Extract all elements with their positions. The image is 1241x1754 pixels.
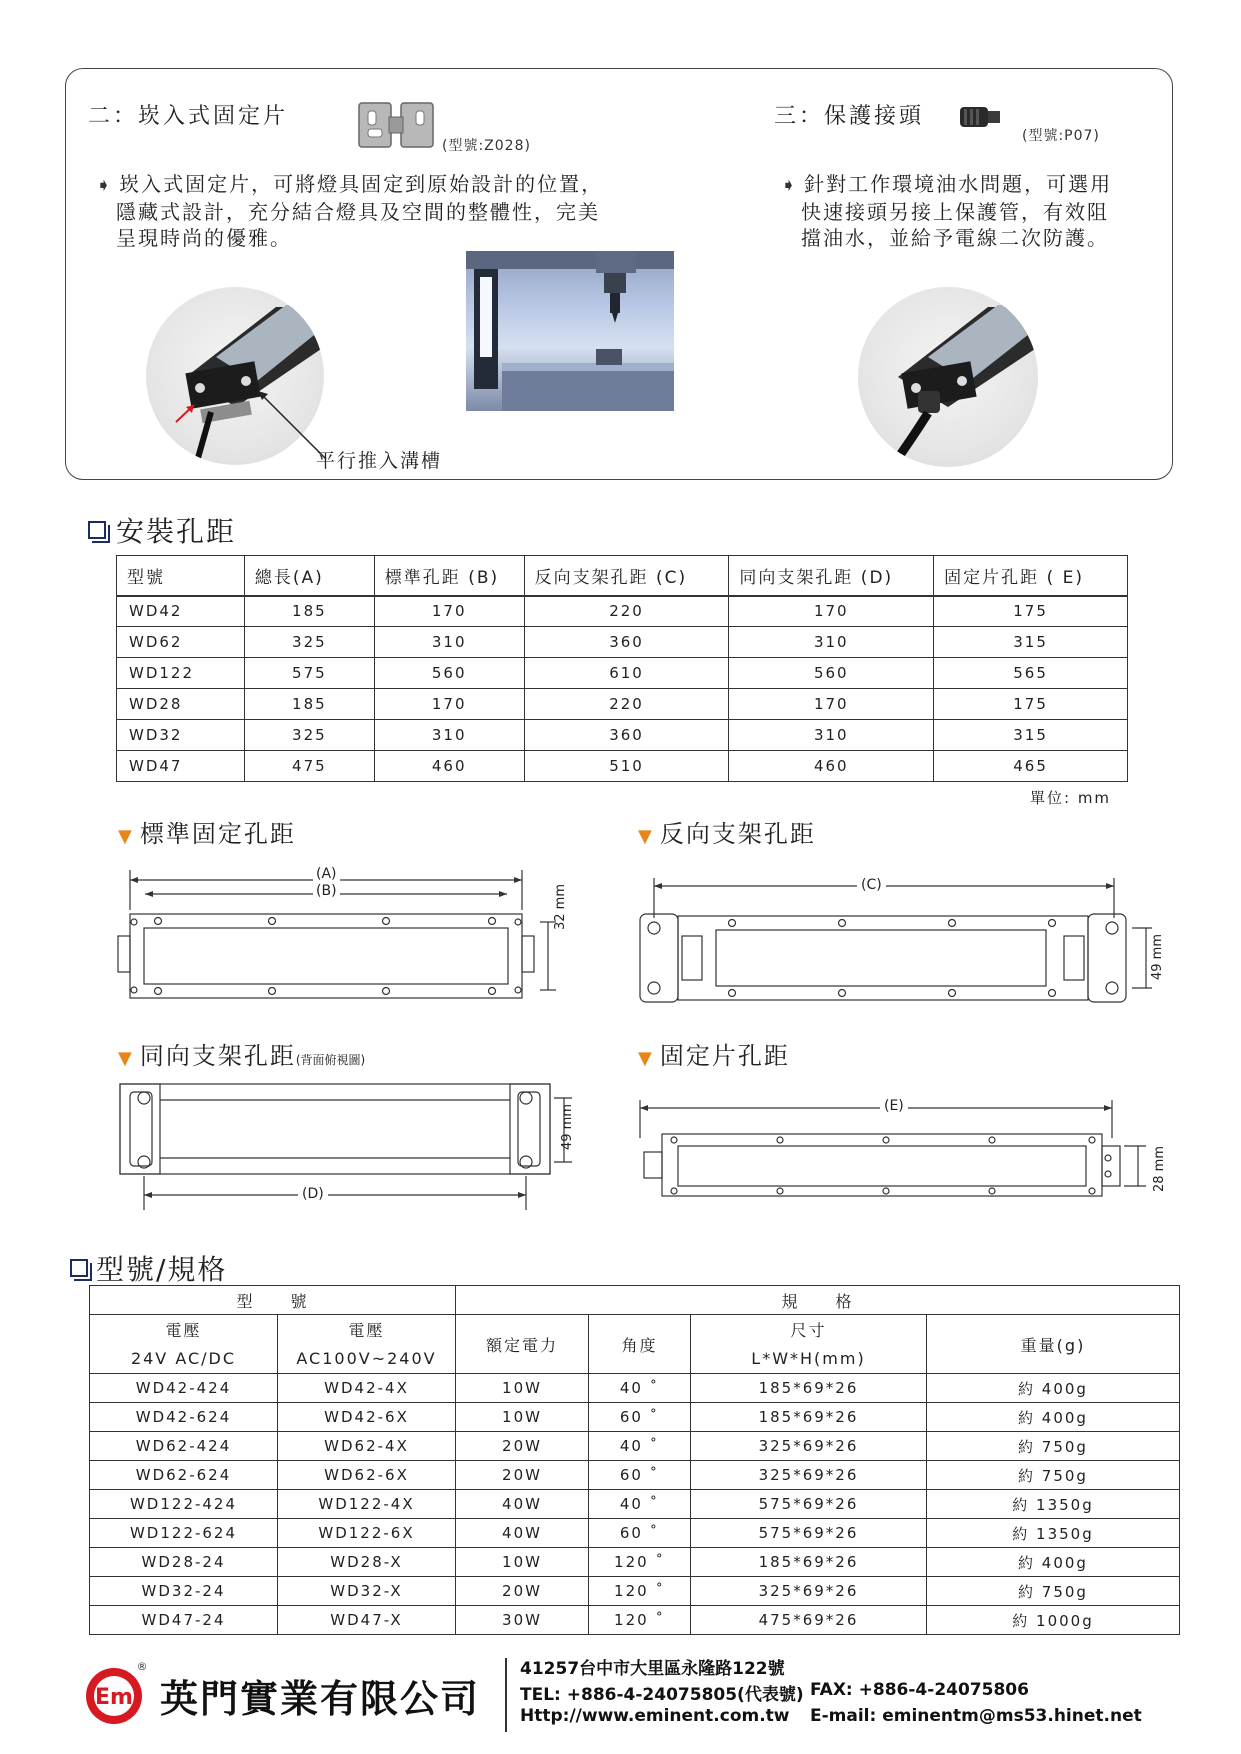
logo-text: Em: [95, 1685, 133, 1710]
install-section-title: [88, 510, 236, 550]
square-bullet-icon: [70, 1259, 88, 1277]
cell: 20W: [456, 1461, 589, 1490]
cell: 30W: [456, 1606, 589, 1635]
reverse-bracket-drawing: [632, 872, 1162, 1012]
cell: 575: [244, 658, 374, 689]
protective-connector-title: 三：保護接頭: [774, 104, 925, 129]
dim-49mm-same: 49 mm: [560, 1103, 575, 1150]
cell: 40 ˚: [589, 1374, 691, 1403]
same-side-diagram-title: [118, 1036, 365, 1071]
cell: WD62-6X: [278, 1461, 456, 1490]
footer-divider: [505, 1658, 507, 1732]
company-tel: TEL: +886-4-24075805(代表號): [520, 1685, 804, 1705]
table-row: [90, 1403, 1180, 1432]
cell: 560: [729, 658, 934, 689]
col-header: 同向支架孔距 (D): [729, 556, 934, 596]
cell: WD42-424: [90, 1374, 278, 1403]
unit-note: 單位: mm: [1030, 789, 1112, 807]
cell: 315: [934, 627, 1128, 658]
dim-49mm-reverse: 49 mm: [1150, 933, 1165, 980]
cell: 220: [524, 596, 729, 627]
connector-desc-line: 快速接頭另接上保護管，有效阻: [801, 200, 1109, 224]
connector-desc-line: 擋油水，並給予電線二次防護。: [801, 226, 1109, 250]
cell: 325*69*26: [691, 1577, 927, 1606]
cell: 460: [729, 751, 934, 782]
cell: WD122-424: [90, 1490, 278, 1519]
spec-title-text: 型號/規格: [96, 1253, 228, 1286]
cell: 185: [244, 689, 374, 720]
down-triangle-icon: ▼: [638, 826, 654, 847]
cell: 約 750g: [927, 1432, 1180, 1461]
cell: 120 ˚: [589, 1577, 691, 1606]
down-triangle-icon: ▼: [118, 826, 134, 847]
cell: 575*69*26: [691, 1490, 927, 1519]
same-title-text: 同向支架孔距: [139, 1042, 296, 1070]
cell: 510: [524, 751, 729, 782]
cell: 約 1000g: [927, 1606, 1180, 1635]
same-side-bracket-drawing: [110, 1080, 590, 1210]
cell: 60 ˚: [589, 1519, 691, 1548]
table-row: [90, 1432, 1180, 1461]
cell: WD42: [117, 596, 245, 627]
table-row: [117, 751, 1128, 782]
cnc-machine-photo: [466, 251, 674, 411]
bullet-arrow-icon: ➧: [781, 175, 799, 196]
cell: WD62-624: [90, 1461, 278, 1490]
cell: 40W: [456, 1519, 589, 1548]
clip-title-text: 固定片孔距: [659, 1042, 790, 1070]
cell: 60 ˚: [589, 1461, 691, 1490]
table-row: [90, 1461, 1180, 1490]
cell: WD122-6X: [278, 1519, 456, 1548]
cell: 325*69*26: [691, 1461, 927, 1490]
cell: WD122-4X: [278, 1490, 456, 1519]
standard-diagram-title: [118, 814, 296, 849]
table-row: [90, 1548, 1180, 1577]
col-size: 尺寸: [691, 1315, 927, 1345]
table-row: [117, 720, 1128, 751]
cell: 360: [524, 627, 729, 658]
col-power: 額定電力: [456, 1315, 589, 1374]
cell: 185*69*26: [691, 1374, 927, 1403]
cell: 460: [374, 751, 524, 782]
connector-closeup-photo: [858, 287, 1038, 467]
cell: 20W: [456, 1577, 589, 1606]
spec-group-header: 規 格: [456, 1286, 1180, 1315]
col-header: 反向支架孔距 (C): [524, 556, 729, 596]
col-header: 總長(A): [244, 556, 374, 596]
cell: 約 400g: [927, 1403, 1180, 1432]
cell: WD28: [117, 689, 245, 720]
standard-title-text: 標準固定孔距: [139, 820, 296, 848]
cell: 60 ˚: [589, 1403, 691, 1432]
cell: 575*69*26: [691, 1519, 927, 1548]
cell: 475: [244, 751, 374, 782]
bullet-arrow-icon: ➧: [96, 175, 114, 196]
col-size-sub: L*W*H(mm): [691, 1345, 927, 1374]
table-row: [117, 627, 1128, 658]
cell: WD62-424: [90, 1432, 278, 1461]
cell: 約 1350g: [927, 1519, 1180, 1548]
table-row: [90, 1519, 1180, 1548]
cell: 10W: [456, 1548, 589, 1577]
dim-label-e: (E): [880, 1098, 908, 1114]
cell: WD32-X: [278, 1577, 456, 1606]
dim-label-c: (C): [857, 877, 886, 893]
cell: 20W: [456, 1432, 589, 1461]
cell: 175: [934, 596, 1128, 627]
model-group-header: 型 號: [90, 1286, 456, 1315]
cell: WD28-24: [90, 1548, 278, 1577]
cell: 465: [934, 751, 1128, 782]
connector-product-icon: [958, 103, 1002, 131]
cell: 約 1350g: [927, 1490, 1180, 1519]
clip-product-icon: [356, 99, 436, 151]
cell: 170: [374, 596, 524, 627]
cell: 185: [244, 596, 374, 627]
col-weight: 重量(g): [927, 1315, 1180, 1374]
cell: WD47: [117, 751, 245, 782]
cell: 170: [729, 689, 934, 720]
cell: 315: [934, 720, 1128, 751]
cell: 約 400g: [927, 1374, 1180, 1403]
cell: WD47-X: [278, 1606, 456, 1635]
dim-label-d: (D): [298, 1186, 328, 1202]
col-angle: 角度: [589, 1315, 691, 1374]
clip-description: [96, 171, 603, 251]
cell: 310: [729, 627, 934, 658]
cell: 約 750g: [927, 1577, 1180, 1606]
cell: WD62: [117, 627, 245, 658]
company-logo-icon: [80, 1658, 150, 1728]
cell: 565: [934, 658, 1128, 689]
cell: WD42-4X: [278, 1374, 456, 1403]
company-email-link[interactable]: E-mail: eminentm@ms53.hinet.net: [810, 1706, 1142, 1726]
back-view-note: (背面俯視圖): [295, 1053, 366, 1067]
company-address: 41257台中市大里區永隆路122號: [520, 1659, 785, 1679]
company-fax: FAX: +886-4-24075806: [810, 1680, 1029, 1700]
col-voltage-24-sub: 24V AC/DC: [90, 1345, 278, 1374]
cell: WD122-624: [90, 1519, 278, 1548]
install-distance-table: [116, 555, 1128, 782]
install-title-text: 安裝孔距: [116, 515, 237, 548]
cell: 310: [729, 720, 934, 751]
cell: 360: [524, 720, 729, 751]
table-row: [117, 689, 1128, 720]
col-voltage-24: 電壓: [90, 1315, 278, 1345]
clip-desc-line: 隱藏式設計，充分結合燈具及空間的整體性，完美: [116, 200, 600, 224]
cell: 310: [374, 627, 524, 658]
dim-label-b: (B): [313, 883, 340, 899]
cell: WD62-4X: [278, 1432, 456, 1461]
cell: 185*69*26: [691, 1403, 927, 1432]
cell: 120 ˚: [589, 1548, 691, 1577]
cell: 475*69*26: [691, 1606, 927, 1635]
cell: WD32-24: [90, 1577, 278, 1606]
spec-section-title: [70, 1248, 227, 1288]
square-bullet-icon: [88, 521, 106, 539]
company-name: 英門實業有限公司: [160, 1677, 481, 1721]
table-row: [90, 1490, 1180, 1519]
cell: 40W: [456, 1490, 589, 1519]
col-header: 型號: [117, 556, 245, 596]
cell: 10W: [456, 1374, 589, 1403]
cell: 560: [374, 658, 524, 689]
clip-model-number: (型號:Z028): [442, 138, 531, 154]
cell: WD28-X: [278, 1548, 456, 1577]
cell: 310: [374, 720, 524, 751]
cell: 185*69*26: [691, 1548, 927, 1577]
clip-diagram-title: [638, 1036, 790, 1071]
cell: WD122: [117, 658, 245, 689]
cell: WD47-24: [90, 1606, 278, 1635]
cell: 325: [244, 627, 374, 658]
embedded-clip-title: 二：崁入式固定片: [88, 104, 289, 129]
dim-32mm: 32 mm: [553, 883, 568, 930]
spec-table: [89, 1285, 1180, 1635]
connector-description: [781, 171, 1112, 251]
cell: 170: [374, 689, 524, 720]
col-header: 固定片孔距 ( E): [934, 556, 1128, 596]
cell: 120 ˚: [589, 1606, 691, 1635]
col-voltage-240: 電壓: [278, 1315, 456, 1345]
reverse-title-text: 反向支架孔距: [659, 820, 816, 848]
table-row: [117, 658, 1128, 689]
cell: 40 ˚: [589, 1490, 691, 1519]
table-row: [90, 1606, 1180, 1635]
connector-model-number: (型號:P07): [1022, 128, 1100, 144]
company-website-link[interactable]: Http://www.eminent.com.tw: [520, 1706, 790, 1726]
cell: 10W: [456, 1403, 589, 1432]
cell: 170: [729, 596, 934, 627]
company-footer: [80, 1650, 1180, 1740]
cell: 325: [244, 720, 374, 751]
cell: WD42-624: [90, 1403, 278, 1432]
down-triangle-icon: ▼: [118, 1048, 134, 1069]
dim-label-a: (A): [313, 866, 340, 882]
feature-panel: [65, 68, 1173, 480]
col-voltage-240-sub: AC100V~240V: [278, 1345, 456, 1374]
standard-mount-drawing: [110, 858, 590, 1008]
cell: 220: [524, 689, 729, 720]
connector-desc-line: 針對工作環境油水問題，可選用: [804, 172, 1113, 196]
cell: WD32: [117, 720, 245, 751]
cell: 325*69*26: [691, 1432, 927, 1461]
cell: 約 750g: [927, 1461, 1180, 1490]
down-triangle-icon: ▼: [638, 1048, 654, 1069]
push-into-slot-caption: 平行推入溝槽: [316, 450, 443, 472]
cell: 610: [524, 658, 729, 689]
cell: 175: [934, 689, 1128, 720]
reverse-diagram-title: [638, 814, 816, 849]
clip-desc-line: 呈現時尚的優雅。: [116, 226, 292, 250]
table-row: [117, 596, 1128, 627]
dim-28mm: 28 mm: [1152, 1145, 1167, 1192]
col-header: 標準孔距 (B): [374, 556, 524, 596]
table-row: [90, 1577, 1180, 1606]
clip-desc-line: 崁入式固定片，可將燈具固定到原始設計的位置，: [119, 172, 604, 196]
registered-mark: ®: [136, 1660, 148, 1673]
cell: WD42-6X: [278, 1403, 456, 1432]
cell: 40 ˚: [589, 1432, 691, 1461]
cell: 約 400g: [927, 1548, 1180, 1577]
table-row: [90, 1374, 1180, 1403]
